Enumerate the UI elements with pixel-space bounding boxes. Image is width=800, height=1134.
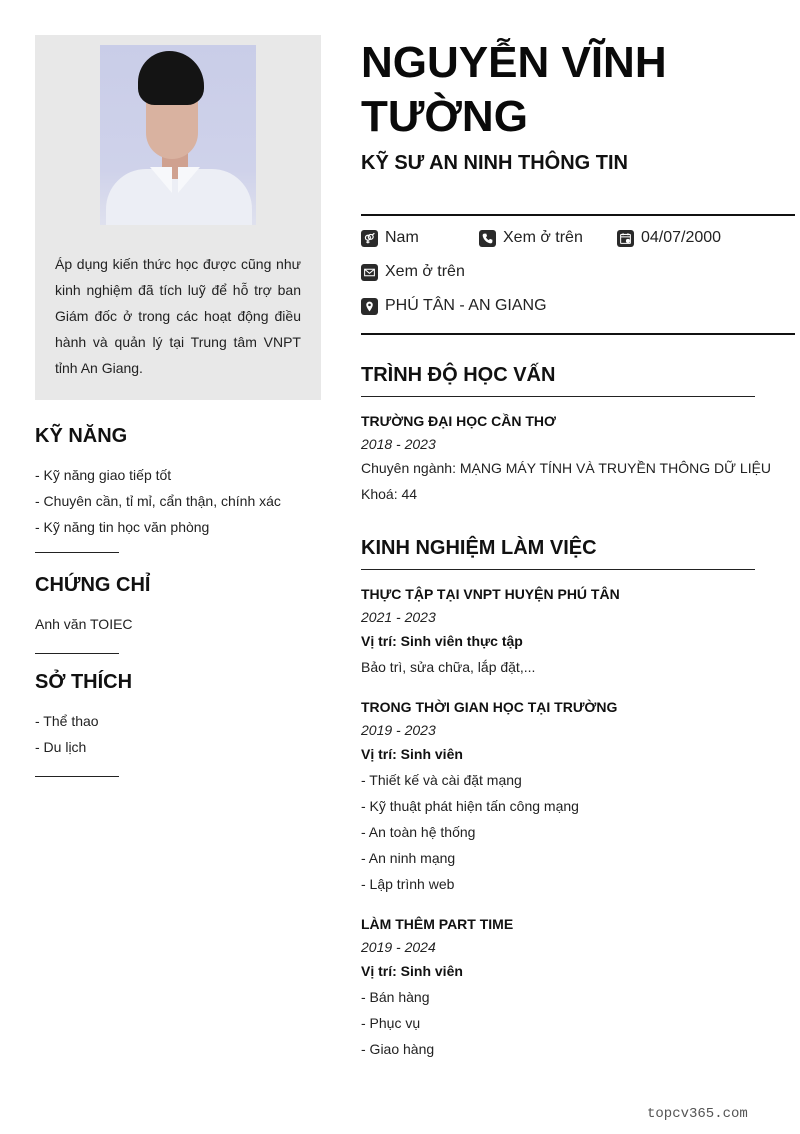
skill-item: - Kỹ năng tin học văn phòng xyxy=(35,519,210,535)
gender-icon xyxy=(361,230,378,247)
profile-photo xyxy=(100,45,256,225)
calendar-icon xyxy=(617,230,634,247)
watermark: topcv365.com xyxy=(647,1106,748,1122)
experience-heading: KINH NGHIỆM LÀM VIỆC xyxy=(361,537,597,559)
job-detail: - Lập trình web xyxy=(361,876,455,892)
hobby-item: - Du lịch xyxy=(35,739,87,755)
certificate-item: Anh văn TOIEC xyxy=(35,616,133,632)
job-detail: - Phục vụ xyxy=(361,1015,421,1031)
experience-entry xyxy=(361,912,781,1062)
job-title: THỰC TẬP TẠI VNPT HUYỆN PHÚ TÂN xyxy=(361,586,620,602)
address-value: PHÚ TÂN - AN GIANG xyxy=(385,297,547,314)
divider xyxy=(361,333,795,335)
candidate-name: NGUYỄN VĨNH TƯỜNG xyxy=(361,38,667,141)
job-detail: - Kỹ thuật phát hiện tấn công mạng xyxy=(361,798,579,814)
location-icon xyxy=(361,298,378,315)
education-period: 2018 - 2023 xyxy=(361,436,436,452)
certificates-heading: CHỨNG CHỈ xyxy=(35,574,151,596)
gender-value: Nam xyxy=(385,229,419,246)
divider xyxy=(35,653,119,654)
job-detail: - Bán hàng xyxy=(361,989,430,1005)
job-period: 2019 - 2024 xyxy=(361,939,436,955)
job-position: Vị trí: Sinh viên thực tập xyxy=(361,633,523,649)
phone-icon xyxy=(479,230,496,247)
divider xyxy=(35,776,119,777)
skill-item: - Kỹ năng giao tiếp tốt xyxy=(35,467,172,483)
job-title: TRONG THỜI GIAN HỌC TẠI TRƯỜNG xyxy=(361,699,618,715)
certificates-section xyxy=(35,574,321,654)
job-detail: - An toàn hệ thống xyxy=(361,824,476,840)
email-icon xyxy=(361,264,378,281)
education-major: Chuyên ngành: MẠNG MÁY TÍNH VÀ TRUYỀN THÔNG DỮ LIỆU xyxy=(361,460,772,476)
skill-item: - Chuyên cần, tỉ mỉ, cẩn thận, chính xác xyxy=(35,493,281,509)
divider xyxy=(361,396,755,397)
job-title: LÀM THÊM PART TIME xyxy=(361,916,514,932)
profile-panel xyxy=(35,35,321,400)
hobbies-list xyxy=(35,708,321,760)
phone-value: Xem ở trên xyxy=(503,229,583,246)
contact-email xyxy=(361,263,465,281)
hobby-item: - Thể thao xyxy=(35,713,99,729)
education-entry xyxy=(361,409,781,507)
skills-heading: KỸ NĂNG xyxy=(35,425,128,447)
job-detail: - An ninh mạng xyxy=(361,850,456,866)
job-title: KỸ SƯ AN NINH THÔNG TIN xyxy=(361,152,628,174)
education-heading: TRÌNH ĐỘ HỌC VẤN xyxy=(361,364,556,386)
experience-entry xyxy=(361,582,781,680)
contact-birthday xyxy=(617,229,721,247)
contact-gender xyxy=(361,229,419,247)
hobbies-heading: SỞ THÍCH xyxy=(35,671,133,693)
job-period: 2019 - 2023 xyxy=(361,722,436,738)
contact-address xyxy=(361,297,547,315)
job-period: 2021 - 2023 xyxy=(361,609,436,625)
job-position: Vị trí: Sinh viên xyxy=(361,963,463,979)
divider xyxy=(361,569,755,570)
job-position: Vị trí: Sinh viên xyxy=(361,746,463,762)
contact-phone xyxy=(479,229,583,247)
skills-list xyxy=(35,462,321,540)
skills-section xyxy=(35,425,321,553)
education-course: Khoá: 44 xyxy=(361,486,418,502)
divider xyxy=(361,214,795,216)
experience-entry xyxy=(361,695,781,897)
certificates-list xyxy=(35,611,321,637)
career-objective: Áp dụng kiến thức học được cũng như kinh nghiệm đã tích luỹ để hỗ trợ ban Giám đốc ở trong các hoạt động điều hành và quản lý tại Trung tâm VNPT tỉnh An Giang. xyxy=(55,256,301,376)
divider xyxy=(35,552,119,553)
job-detail: Bảo trì, sửa chữa, lắp đặt,... xyxy=(361,659,536,675)
email-value: Xem ở trên xyxy=(385,263,465,280)
job-detail: - Thiết kế và cài đặt mạng xyxy=(361,772,522,788)
hobbies-section xyxy=(35,671,321,777)
job-detail: - Giao hàng xyxy=(361,1041,435,1057)
school-name: TRƯỜNG ĐẠI HỌC CẦN THƠ xyxy=(361,413,556,429)
birthday-value: 04/07/2000 xyxy=(641,229,722,246)
